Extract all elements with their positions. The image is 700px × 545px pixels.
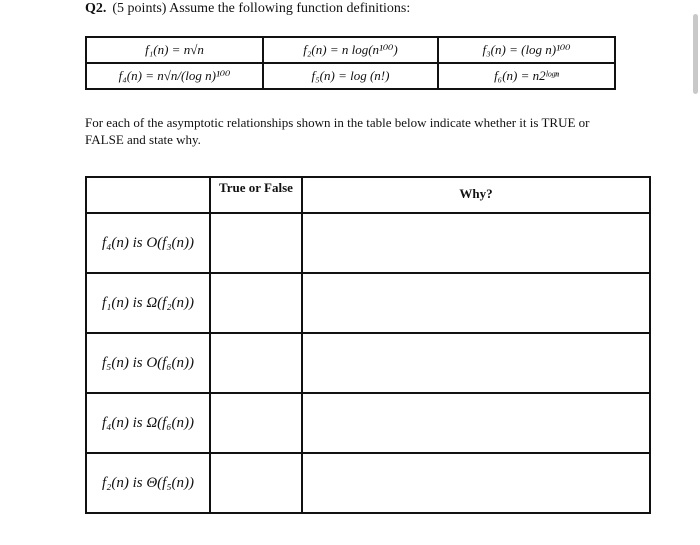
function-definitions-table [85,36,616,90]
table-row [86,213,650,273]
question-text: (5 points) Assume the following function definitions: [112,1,411,16]
table-row [86,333,650,393]
definition-f1: f₁(n) = n√n [86,37,263,63]
answer-cell[interactable] [210,273,302,333]
table-row [86,453,650,513]
why-cell[interactable] [302,273,650,333]
question-heading [85,1,410,17]
answer-cell[interactable] [210,393,302,453]
table-header-row [86,177,650,213]
header-blank [86,177,210,213]
why-cell[interactable] [302,393,650,453]
why-cell[interactable] [302,453,650,513]
definition-f3: f₃(n) = (log n)¹⁰⁰ [438,37,615,63]
definition-f6: f₆(n) = n2ˡᵒᵍⁿ [438,63,615,89]
header-true-or-false: True or False [210,177,302,213]
why-cell[interactable] [302,213,650,273]
answer-cell[interactable] [210,453,302,513]
why-cell[interactable] [302,333,650,393]
instruction-text: For each of the asymptotic relationships shown in the table below indicate whether it is TRUE or FALSE and state why. [85,115,590,147]
scrollbar[interactable] [693,14,698,94]
answer-cell[interactable] [210,333,302,393]
table-row [86,273,650,333]
table-row [86,393,650,453]
statement-cell: f₁(n) is Ω(f₂(n)) [86,273,210,333]
statement-cell: f₂(n) is Θ(f₅(n)) [86,453,210,513]
statement-cell: f₄(n) is O(f₃(n)) [86,213,210,273]
definitions-row [86,37,615,63]
header-why [302,177,650,213]
true-false-table [85,176,651,514]
definition-f2: f₂(n) = n log(n¹⁰⁰) [263,37,438,63]
header-why-label: Why? [459,186,493,201]
statement-cell: f₄(n) is Ω(f₆(n)) [86,393,210,453]
answer-cell[interactable] [210,213,302,273]
question-number: Q2. [85,1,107,16]
statement-cell: f₅(n) is O(f₆(n)) [86,333,210,393]
definitions-row [86,63,615,89]
definition-f5: f₅(n) = log (n!) [263,63,438,89]
definition-f4: f₄(n) = n√n/(log n)¹⁰⁰ [86,63,263,89]
